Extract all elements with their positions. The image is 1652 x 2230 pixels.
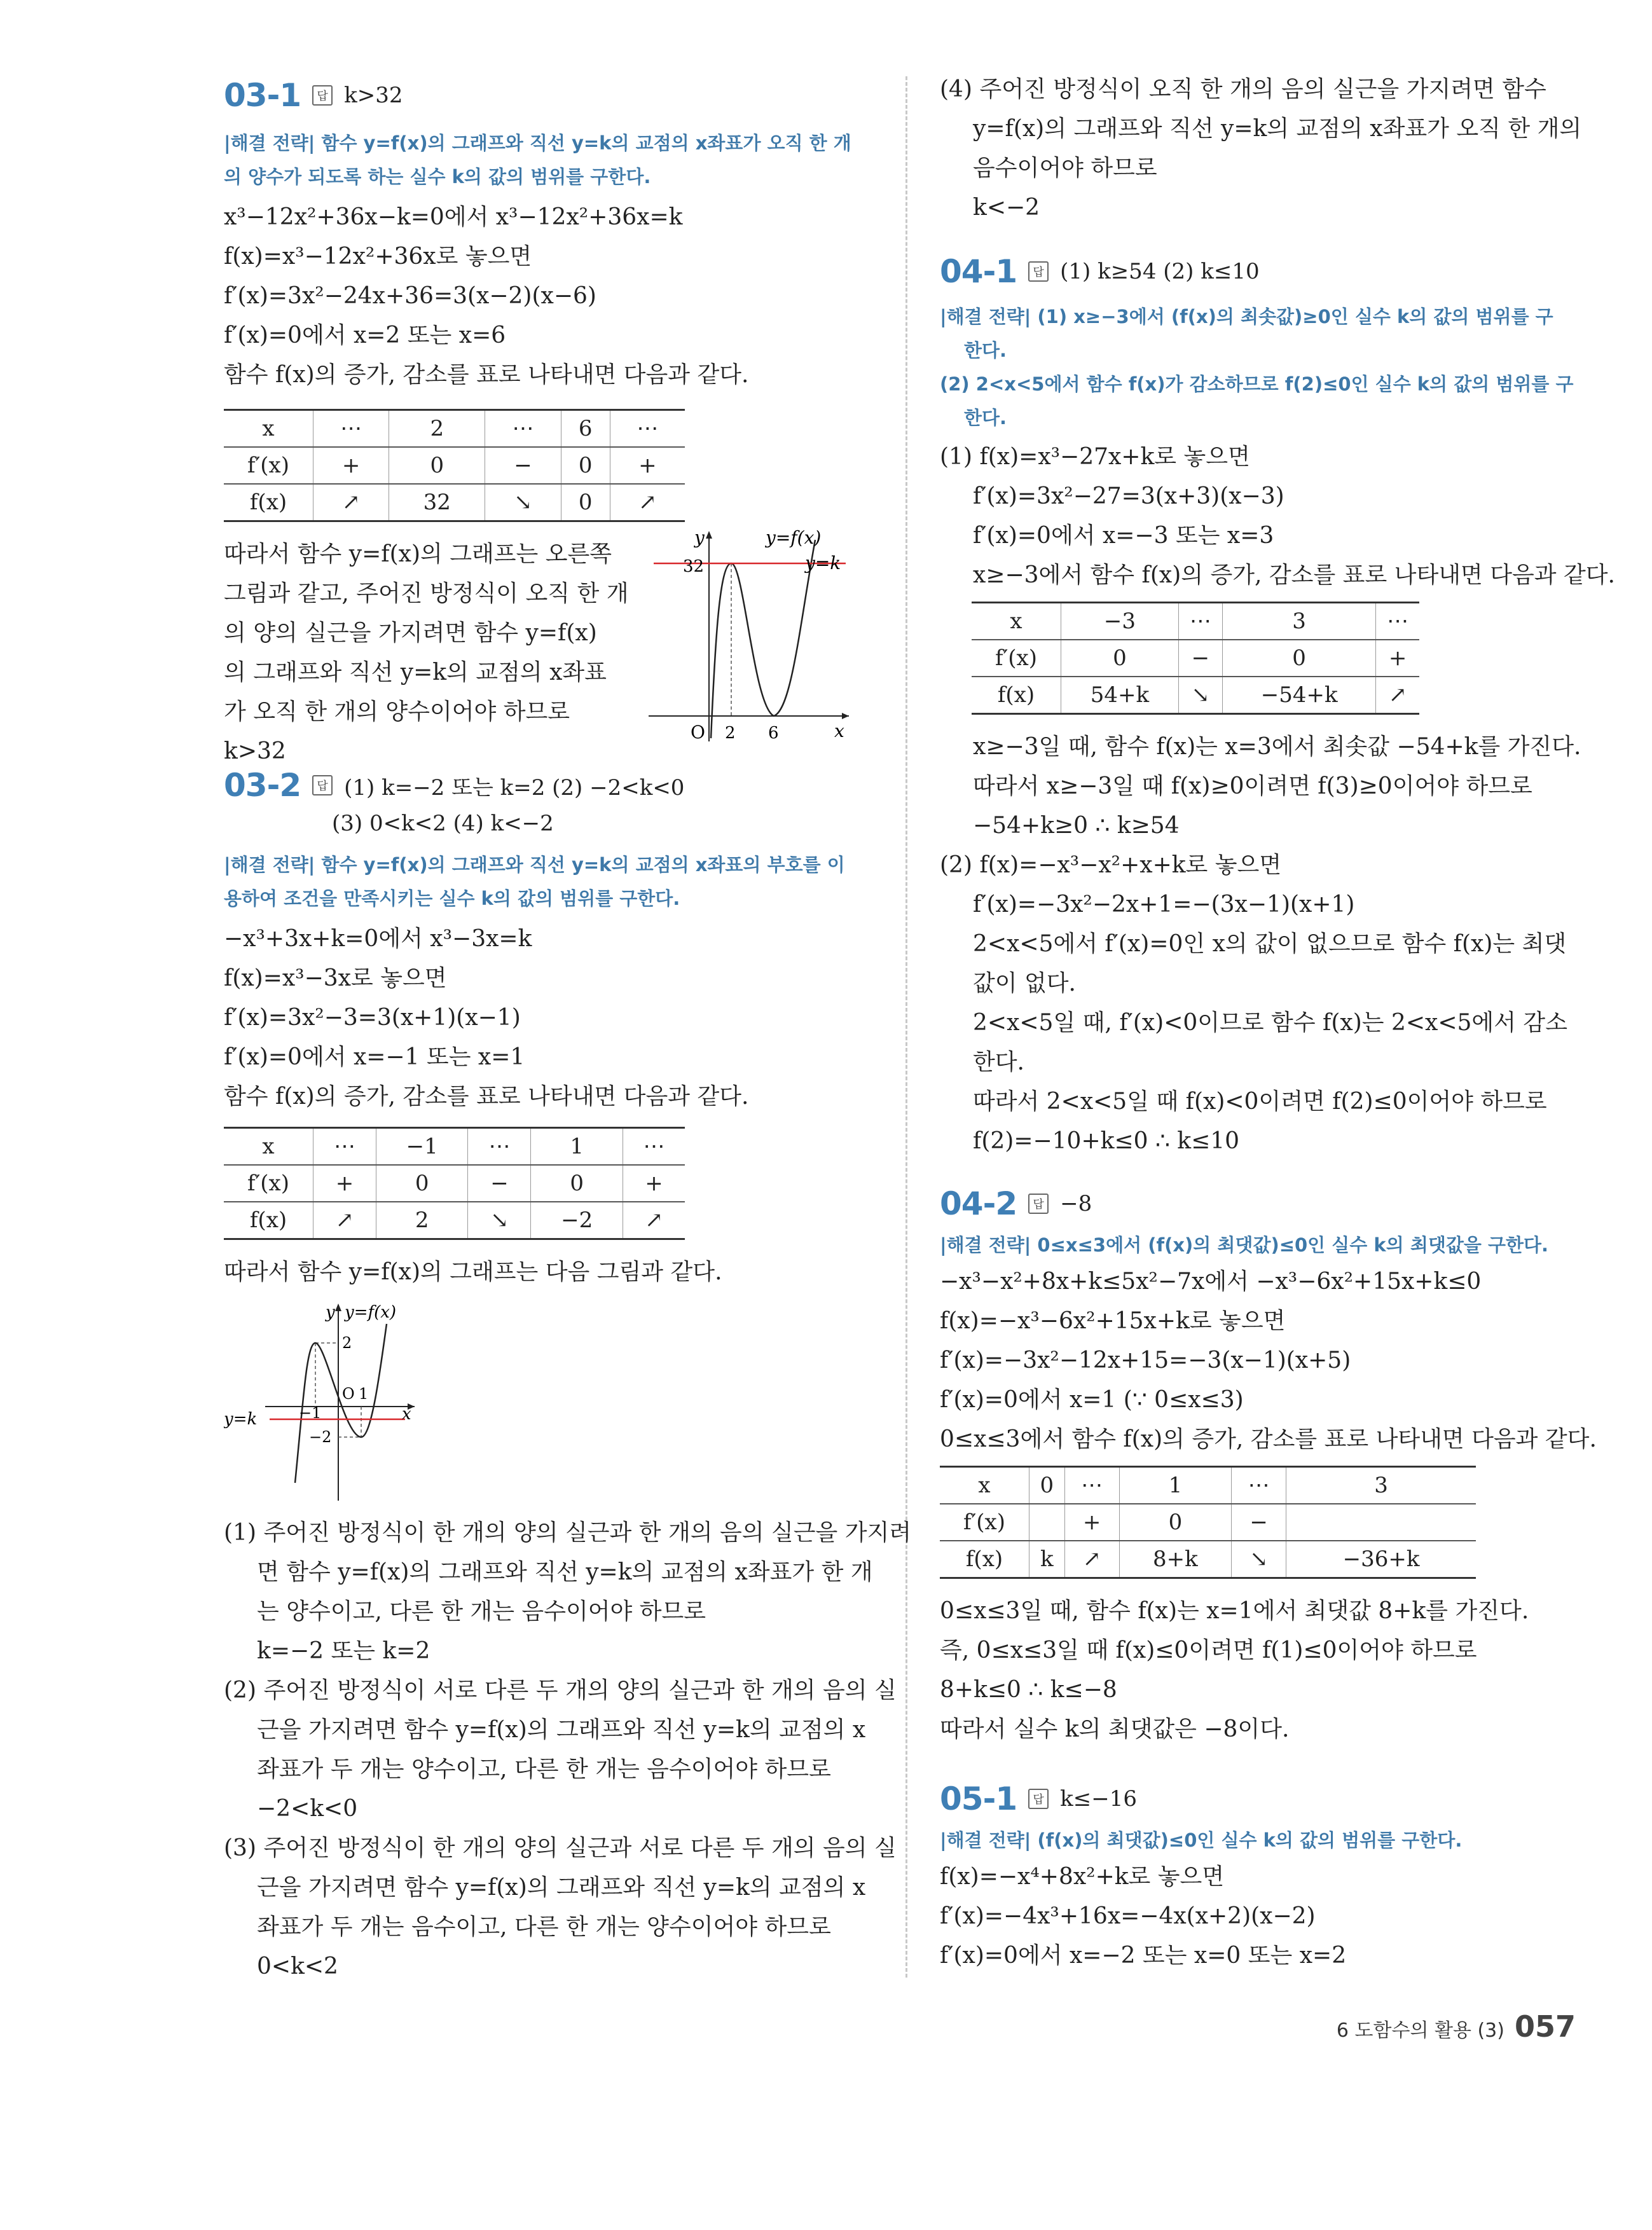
- table-cell: 0: [389, 447, 485, 484]
- solution-line: f(x)=x³−3x로 놓으면: [224, 965, 447, 991]
- strategy: |해결 전략| (f(x)의 최댓값)≤0인 실수 k의 값의 범위를 구한다.: [940, 1829, 1463, 1851]
- strategy-line: |해결 전략| 함수 y=f(x)의 그래프와 직선 y=k의 교점의 x좌표의 부호를 이: [224, 854, 845, 876]
- solution-line: f(x)=−x⁴+8x²+k로 놓으면: [940, 1864, 1225, 1890]
- table-cell: ⋯: [623, 1128, 685, 1166]
- table-cell: f′(x): [940, 1504, 1029, 1541]
- page-footer: [1337, 2009, 1576, 2044]
- solution-line: 0≤x≤3에서 함수 f(x)의 증가, 감소를 표로 나타내면 다음과 같다.: [940, 1426, 1597, 1452]
- solution-lines: [940, 1857, 1595, 1976]
- table-cell: −3: [1061, 603, 1179, 640]
- strategy-line: 의 양수가 되도록 하는 실수 k의 값의 범위를 구한다.: [224, 166, 651, 188]
- table-cell: ⋯: [313, 1128, 376, 1166]
- solution-lines: [224, 919, 872, 1117]
- table-cell: 1: [531, 1128, 623, 1166]
- chapter-label: 6 도함수의 활용 (3): [1336, 2020, 1504, 2042]
- table-cell: 32: [389, 484, 485, 521]
- solution-line: 함수 f(x)의 증가, 감소를 표로 나타내면 다음과 같다.: [224, 362, 749, 388]
- solution-line: f′(x)=0에서 x=1 (∵ 0≤x≤3): [940, 1387, 1244, 1413]
- solution-line: 의 그래프와 직선 y=k의 교점의 x좌표: [224, 659, 607, 685]
- solution-lines: [940, 437, 1615, 595]
- table-cell: −2: [531, 1202, 623, 1239]
- solution-line: f′(x)=3x²−24x+36=3(x−2)(x−6): [224, 283, 596, 309]
- tick-label: −1: [299, 1404, 322, 1422]
- solution-line: k>32: [224, 738, 286, 764]
- graph-intro: 따라서 함수 y=f(x)의 그래프는 다음 그림과 같다.: [224, 1259, 722, 1285]
- answer-icon: 답: [312, 775, 333, 795]
- x-axis-label: x: [402, 1405, 411, 1424]
- answer-icon: 답: [1028, 261, 1049, 282]
- solution-line: x≥−3일 때, 함수 f(x)는 x=3에서 최솟값 −54+k를 가진다.: [973, 734, 1581, 760]
- y-axis-arrow: [706, 531, 712, 539]
- strategy-line: |해결 전략| 함수 y=f(x)의 그래프와 직선 y=k의 교점의 x좌표가 오직 한 개: [224, 132, 851, 154]
- solution-line: (4) 주어진 방정식이 오직 한 개의 음의 실근을 가지려면 함수: [940, 76, 1546, 102]
- solution-line: (1) f(x)=x³−27x+k로 놓으면: [940, 444, 1250, 470]
- answer: k≤−16: [1060, 1786, 1137, 1812]
- solution-line: 8+k≤0 ∴ k≤−8: [940, 1677, 1117, 1703]
- solution-line: 좌표가 두 개는 음수이고, 다른 한 개는 양수이어야 하므로: [257, 1914, 831, 1940]
- page-number: 057: [1514, 2009, 1576, 2044]
- answer: −8: [1060, 1191, 1092, 1216]
- increase-decrease-table: [224, 1127, 685, 1240]
- solution-line: −x³−x²+8x+k≤5x²−7x에서 −x³−6x²+15x+k≤0: [940, 1269, 1482, 1295]
- table-cell: 0: [1029, 1467, 1065, 1504]
- solution-lines: [224, 198, 872, 395]
- y-axis-arrow: [335, 1304, 341, 1311]
- solution-line: 따라서 2<x<5일 때 f(x)<0이려면 f(2)≤0이어야 하므로: [973, 1089, 1547, 1115]
- increase-decrease-table: [940, 1466, 1476, 1579]
- solution-line: 의 양의 실근을 가지려면 함수 y=f(x): [224, 620, 597, 646]
- strategy: [940, 300, 1595, 435]
- table-cell: k: [1029, 1541, 1065, 1578]
- cubic-curve: [295, 1324, 387, 1483]
- table-cell: 0: [531, 1165, 623, 1202]
- increase-decrease-table: [224, 409, 685, 522]
- tick-label: −2: [309, 1428, 332, 1446]
- answer: (1) k=−2 또는 k=2 (2) −2<k<0: [344, 774, 685, 801]
- table-cell: ⋯: [468, 1128, 531, 1166]
- line-label: y=k: [805, 553, 841, 574]
- table-cell: +: [1064, 1504, 1119, 1541]
- table-cell: f(x): [940, 1541, 1029, 1578]
- solution-line: 가 오직 한 개의 양수이어야 하므로: [224, 699, 570, 725]
- answer: k>32: [344, 83, 403, 108]
- table-cell: ↘: [1178, 677, 1222, 714]
- table-cell: [1029, 1504, 1065, 1541]
- solution-line: k<−2: [973, 195, 1040, 221]
- solution-line: f′(x)=0에서 x=−2 또는 x=0 또는 x=2: [940, 1943, 1347, 1969]
- table-cell: +: [313, 447, 389, 484]
- table-cell: +: [313, 1165, 376, 1202]
- problem-04-1: [940, 249, 1615, 1161]
- table-cell: +: [623, 1165, 685, 1202]
- solution-line: 2<x<5에서 f′(x)=0인 x의 값이 없으므로 함수 f(x)는 최댓: [973, 931, 1567, 957]
- table-cell: f(x): [224, 484, 313, 521]
- answer: (1) k≥54 (2) k≤10: [1060, 259, 1260, 284]
- solution-line: 따라서 함수 y=f(x)의 그래프는 오른쪽: [224, 541, 612, 567]
- table-cell: 0: [1223, 640, 1376, 677]
- table-cell: ↗: [313, 1202, 376, 1239]
- graph-text-block: [224, 528, 872, 776]
- table-cell: ↗: [1376, 677, 1419, 714]
- origin-label: O: [691, 722, 705, 743]
- cubic-graph-03-2: [224, 1298, 465, 1502]
- table-cell: 0: [376, 1165, 468, 1202]
- solution-line: 면 함수 y=f(x)의 그래프와 직선 y=k의 교점의 x좌표가 한 개: [257, 1559, 873, 1585]
- table-cell: −: [468, 1165, 531, 1202]
- solution-line: (1) 주어진 방정식이 한 개의 양의 실근과 한 개의 음의 실근을 가지려: [224, 1520, 912, 1546]
- solution-line: f′(x)=−4x³+16x=−4x(x+2)(x−2): [940, 1903, 1316, 1929]
- table-cell: 0: [1119, 1504, 1231, 1541]
- solution-line: f′(x)=0에서 x=−3 또는 x=3: [973, 523, 1274, 549]
- problem-04-2: [940, 1181, 1595, 1749]
- solution-line: (2) 주어진 방정식이 서로 다른 두 개의 양의 실근과 한 개의 음의 실: [224, 1677, 897, 1703]
- y-axis-label: y: [694, 528, 705, 548]
- strategy: |해결 전략| 0≤x≤3에서 (f(x)의 최댓값)≤0인 실수 k의 최댓값을 구한다.: [940, 1234, 1549, 1256]
- table-cell: ↘: [485, 484, 561, 521]
- problem-number: 04-1: [940, 253, 1017, 290]
- solution-line: f′(x)=−3x²−12x+15=−3(x−1)(x+5): [940, 1347, 1351, 1373]
- solution-line: x≥−3에서 함수 f(x)의 증가, 감소를 표로 나타내면 다음과 같다.: [973, 562, 1615, 588]
- table-cell: −: [1178, 640, 1222, 677]
- solution-line: f′(x)=3x²−3=3(x+1)(x−1): [224, 1005, 521, 1031]
- solution-line: y=f(x)의 그래프와 직선 y=k의 교점의 x좌표가 오직 한 개의: [973, 116, 1582, 142]
- solution-line: (2) f(x)=−x³−x²+x+k로 놓으면: [940, 852, 1282, 878]
- table-cell: ↗: [623, 1202, 685, 1239]
- answer-icon: 답: [312, 85, 333, 106]
- solution-line: −2<k<0: [257, 1796, 358, 1822]
- table-cell: ↗: [313, 484, 389, 521]
- table-cell: 3: [1223, 603, 1376, 640]
- table-cell: ⋯: [1178, 603, 1222, 640]
- y-tick-label: 32: [683, 557, 705, 576]
- solution-line: f′(x)=−3x²−2x+1=−(3x−1)(x+1): [973, 891, 1355, 918]
- strategy: [224, 848, 872, 916]
- problem-number: 03-2: [224, 767, 301, 804]
- table-cell: −36+k: [1286, 1541, 1476, 1578]
- table-cell: ↗: [1064, 1541, 1119, 1578]
- solution-line: 따라서 x≥−3일 때 f(x)≥0이려면 f(3)≥0이어야 하므로: [973, 773, 1532, 799]
- solution-line: −54+k≥0 ∴ k≥54: [973, 813, 1180, 839]
- solution-lines: [940, 1592, 1595, 1749]
- solution-line: f(2)=−10+k≤0 ∴ k≤10: [973, 1128, 1240, 1154]
- table-cell: 6: [561, 410, 610, 448]
- table-cell: 0: [561, 447, 610, 484]
- solution-line: (3) 주어진 방정식이 한 개의 양의 실근과 서로 다른 두 개의 음의 실: [224, 1835, 897, 1861]
- solution-line: 근을 가지려면 함수 y=f(x)의 그래프와 직선 y=k의 교점의 x: [257, 1875, 866, 1901]
- table-cell: −1: [376, 1128, 468, 1166]
- problem-05-1: [940, 1777, 1595, 1976]
- table-cell: 54+k: [1061, 677, 1179, 714]
- subparts: [224, 1513, 912, 1986]
- table-cell: f′(x): [972, 640, 1061, 677]
- strategy-line: 한다.: [964, 407, 1007, 429]
- solution-line: 한다.: [973, 1049, 1024, 1075]
- solution-line: f′(x)=3x²−27=3(x+3)(x−3): [973, 483, 1284, 509]
- x-tick-label: 6: [768, 724, 779, 743]
- answer-icon: 답: [1028, 1194, 1049, 1214]
- solution-line: 는 양수이고, 다른 한 개는 음수이어야 하므로: [257, 1599, 706, 1625]
- table-cell: f′(x): [224, 1165, 313, 1202]
- increase-decrease-table: [972, 602, 1419, 715]
- table-cell: −: [485, 447, 561, 484]
- table-cell: ↘: [468, 1202, 531, 1239]
- strategy: [224, 127, 872, 194]
- solution-line: −x³+3x+k=0에서 x³−3x=k: [224, 926, 532, 952]
- solution-line: 값이 없다.: [973, 970, 1076, 996]
- table-cell: ⋯: [1376, 603, 1419, 640]
- table-cell: −: [1232, 1504, 1286, 1541]
- solution-line: x³−12x²+36x−k=0에서 x³−12x²+36x=k: [224, 204, 683, 230]
- table-cell: ⋯: [1064, 1467, 1119, 1504]
- solution-line: f(x)=x³−12x²+36x로 놓으면: [224, 244, 532, 270]
- table-cell: −54+k: [1223, 677, 1376, 714]
- solution-line: 따라서 실수 k의 최댓값은 −8이다.: [940, 1716, 1290, 1742]
- solution-line: 근을 가지려면 함수 y=f(x)의 그래프와 직선 y=k의 교점의 x: [257, 1717, 866, 1743]
- table-cell: 2: [389, 410, 485, 448]
- solution-line: 0<k<2: [257, 1953, 338, 1979]
- table-cell: x: [224, 1128, 313, 1166]
- table-cell: ⋯: [1232, 1467, 1286, 1504]
- solution-lines: [940, 727, 1595, 1161]
- strategy-line: (2) 2<x<5에서 함수 f(x)가 감소하므로 f(2)≤0인 실수 k의 값의 범위를 구: [940, 373, 1574, 395]
- strategy-line: 용하여 조건을 만족시키는 실수 k의 값의 범위를 구한다.: [224, 888, 680, 909]
- table-cell: x: [972, 603, 1061, 640]
- solution-line: 0≤x≤3일 때, 함수 f(x)는 x=1에서 최댓값 8+k를 가진다.: [940, 1598, 1529, 1624]
- table-cell: 2: [376, 1202, 468, 1239]
- cubic-curve: [711, 540, 815, 738]
- solution-lines: [940, 1262, 1595, 1459]
- problem-number: 03-1: [224, 77, 301, 114]
- curve-label: y=f(x): [345, 1303, 397, 1322]
- curve-label: y=f(x): [766, 528, 822, 548]
- table-cell: ⋯: [313, 410, 389, 448]
- table-cell: 8+k: [1119, 1541, 1231, 1578]
- table-cell: 0: [561, 484, 610, 521]
- table-cell: f(x): [224, 1202, 313, 1239]
- x-tick-label: 2: [725, 724, 736, 743]
- table-cell: f(x): [972, 677, 1061, 714]
- column-divider: [905, 76, 907, 1978]
- table-cell: ⋯: [485, 410, 561, 448]
- problem-number: 05-1: [940, 1780, 1017, 1817]
- answer-icon: 답: [1028, 1789, 1049, 1809]
- table-cell: 3: [1286, 1467, 1476, 1504]
- table-cell: +: [1376, 640, 1419, 677]
- x-axis-label: x: [834, 720, 844, 741]
- conclusion-text: [224, 535, 644, 771]
- table-cell: +: [610, 447, 685, 484]
- table-cell: ↗: [610, 484, 685, 521]
- solution-line: 함수 f(x)의 증가, 감소를 표로 나타내면 다음과 같다.: [224, 1084, 749, 1110]
- line-label: y=k: [224, 1410, 258, 1429]
- problem-number: 04-2: [940, 1185, 1017, 1222]
- solution-line: k=−2 또는 k=2: [257, 1638, 430, 1664]
- x-axis-arrow: [842, 713, 849, 719]
- strategy-line: 한다.: [964, 340, 1007, 361]
- answer-cont: (3) 0<k<2 (4) k<−2: [332, 811, 554, 836]
- table-cell: 0: [1061, 640, 1179, 677]
- table-cell: x: [224, 410, 313, 448]
- table-cell: ⋯: [610, 410, 685, 448]
- problem-03-2-continued: [940, 70, 1595, 228]
- table-cell: x: [940, 1467, 1029, 1504]
- solution-line: 음수이어야 하므로: [973, 155, 1157, 181]
- problem-03-2: [224, 763, 912, 1986]
- problem-03-1: [224, 73, 872, 776]
- cubic-graph-03-1: [649, 528, 852, 745]
- y-axis-label: y: [326, 1303, 335, 1322]
- solution-line: f(x)=−x³−6x²+15x+k로 놓으면: [940, 1308, 1286, 1334]
- table-cell: [1286, 1504, 1476, 1541]
- table-cell: 1: [1119, 1467, 1231, 1504]
- solution-line: 즉, 0≤x≤3일 때 f(x)≤0이려면 f(1)≤0이어야 하므로: [940, 1637, 1477, 1663]
- strategy-line: |해결 전략| (1) x≥−3에서 (f(x)의 최솟값)≥0인 실수 k의 값의 범위를 구: [940, 306, 1553, 327]
- solution-line: f′(x)=0에서 x=−1 또는 x=1: [224, 1044, 525, 1070]
- tick-label: 1: [359, 1385, 369, 1403]
- tick-label: 2: [342, 1334, 352, 1352]
- solution-line: 그림과 같고, 주어진 방정식이 오직 한 개: [224, 581, 629, 607]
- solution-line: f′(x)=0에서 x=2 또는 x=6: [224, 322, 506, 348]
- origin-label: O: [342, 1385, 355, 1403]
- table-cell: ↘: [1232, 1541, 1286, 1578]
- solution-line: 2<x<5일 때, f′(x)<0이므로 함수 f(x)는 2<x<5에서 감소: [973, 1010, 1567, 1036]
- solution-line: 좌표가 두 개는 양수이고, 다른 한 개는 음수이어야 하므로: [257, 1756, 831, 1782]
- table-cell: f′(x): [224, 447, 313, 484]
